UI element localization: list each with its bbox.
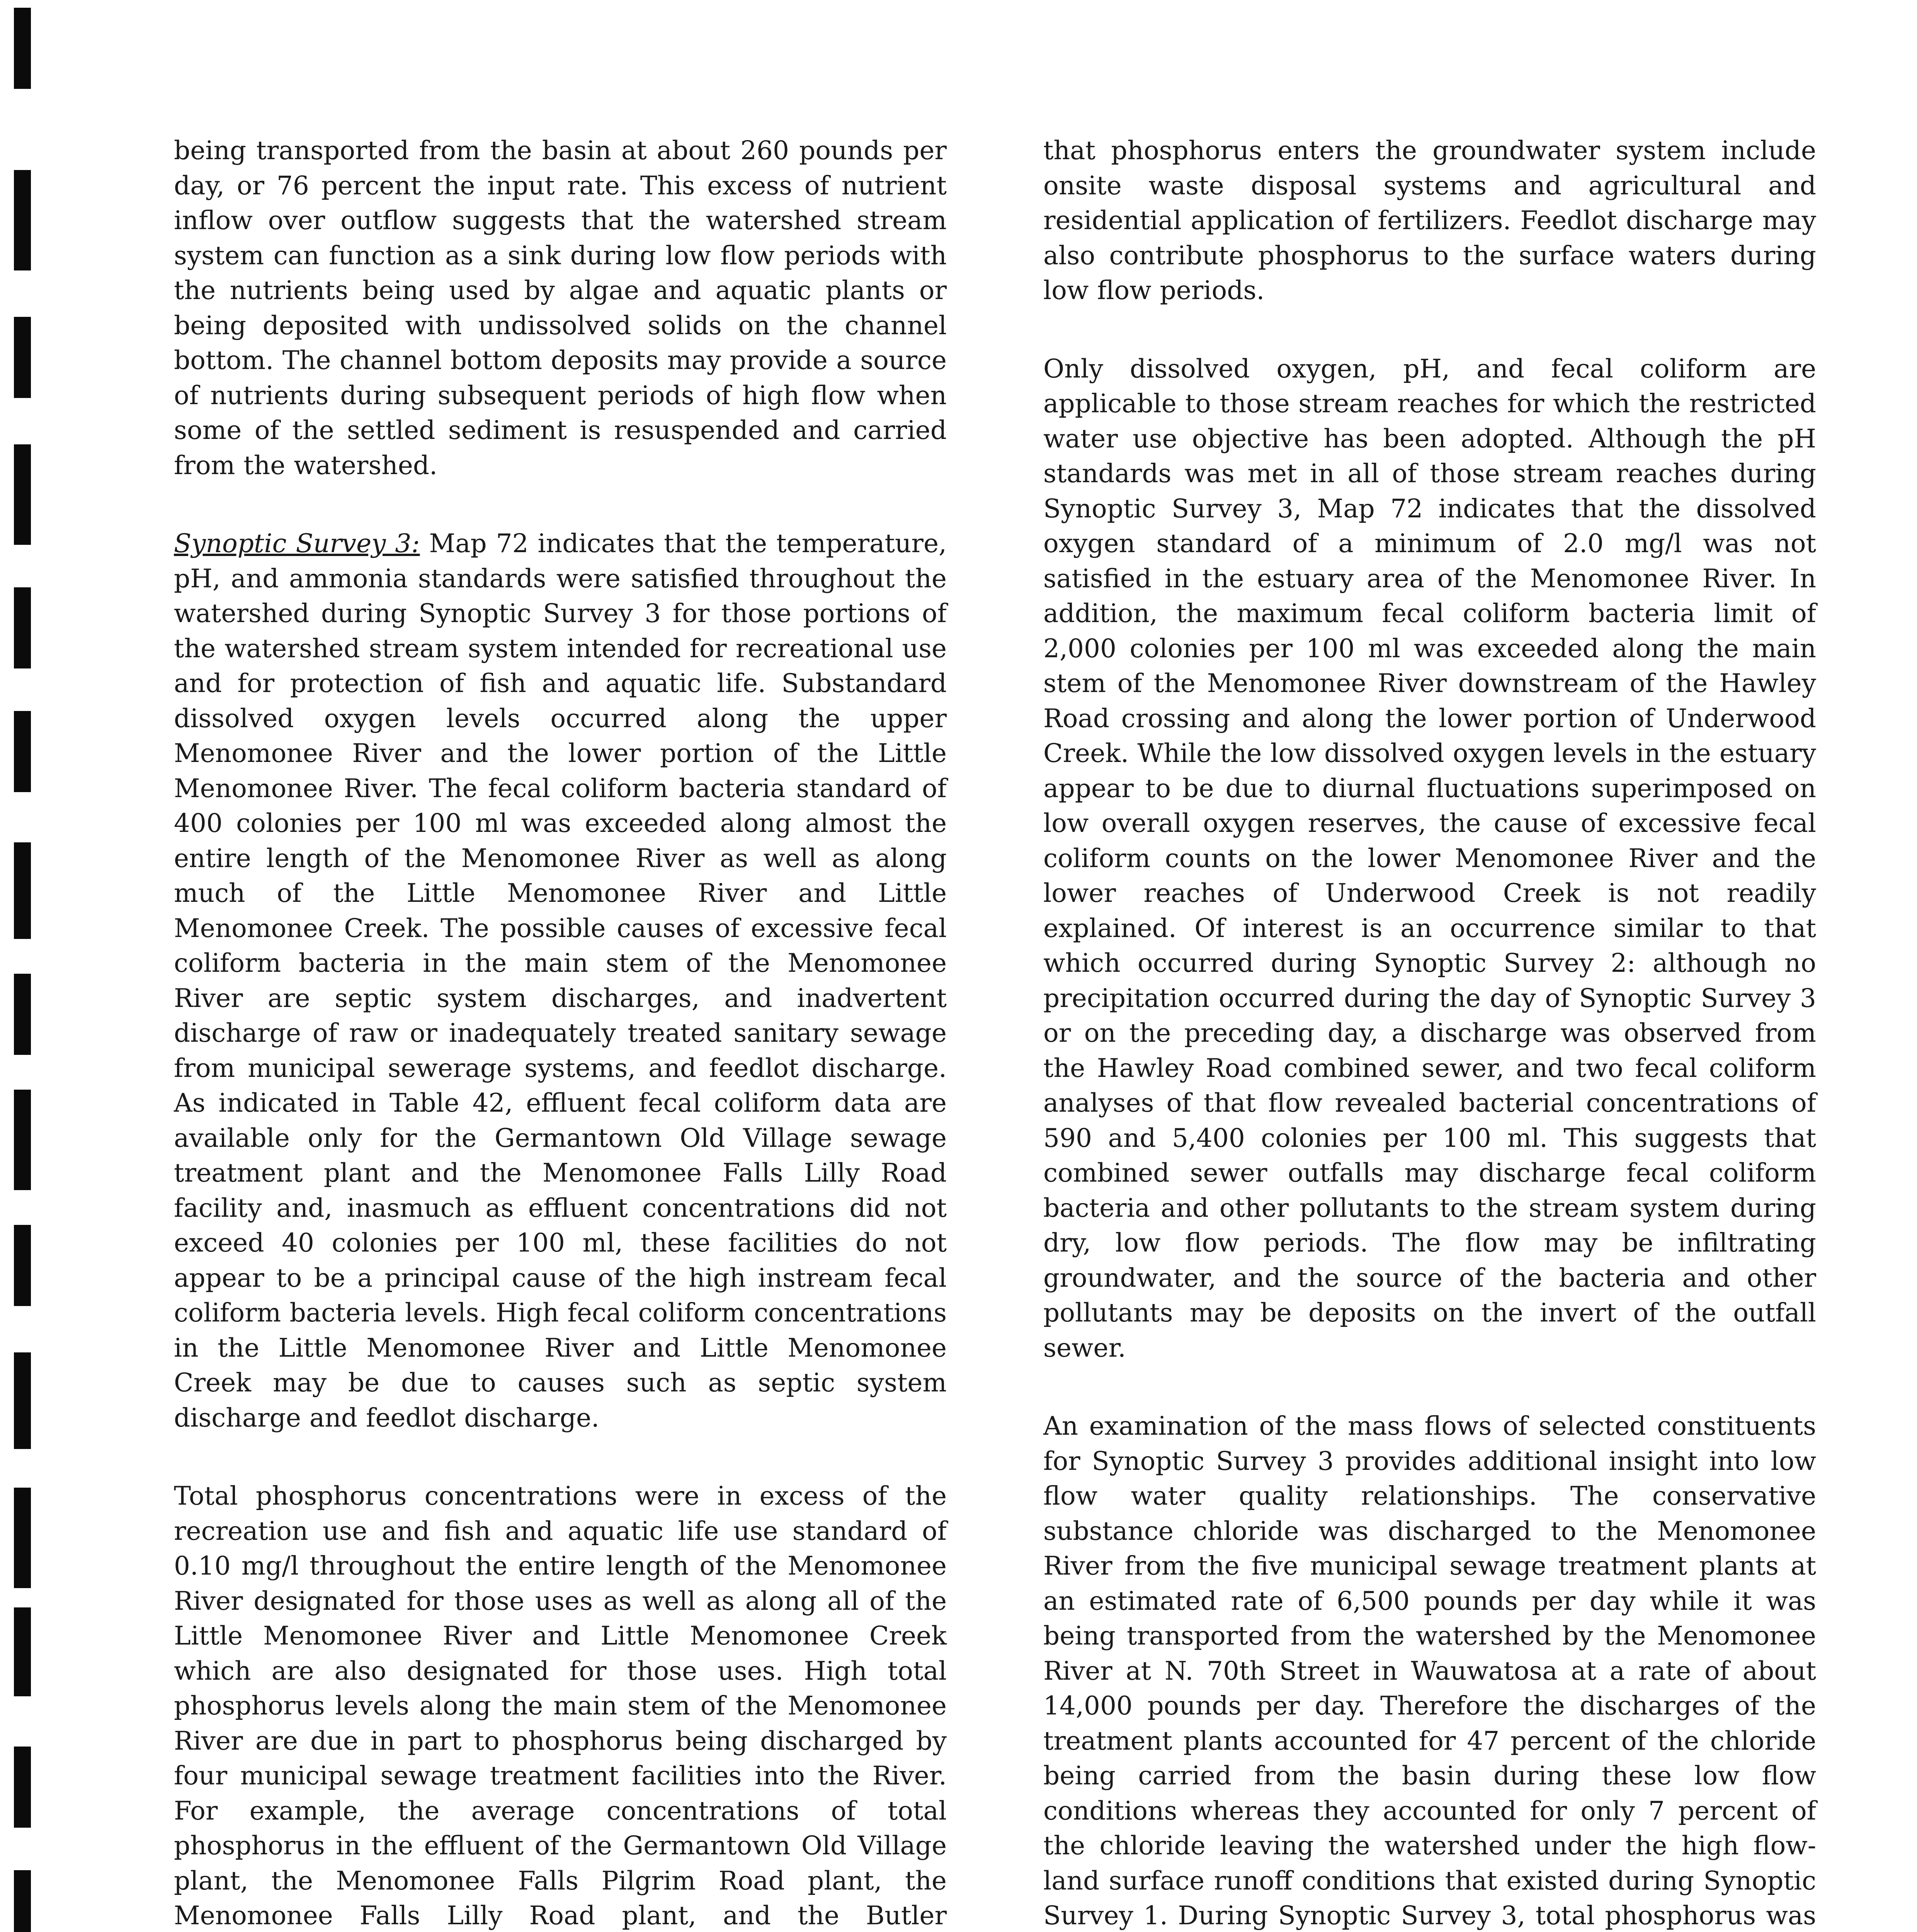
section-lead-synoptic-survey-3: Synoptic Survey 3: bbox=[174, 529, 420, 558]
paragraph-groundwater-phosphorus: that phosphorus enters the groundwater system include onsite waste disposal systems and agricultural and residential application of fertilizers. Feedlot discharge may also contribute phosphorus to the surface waters during low flow periods. bbox=[1043, 136, 1816, 305]
left-column bbox=[174, 133, 947, 1932]
paragraph-synoptic-survey-3 bbox=[174, 526, 947, 1435]
paragraph-mass-flows: An examination of the mass flows of selected constituents for Synoptic Survey 3 provides additional insight into low flow water quality relationships. The conservative substance chloride was discharged to the Menomonee River from the five municipal sewage treatment plants at an estimated rate of 6,500 pounds per day while it was being transported from the watershed by the Menomonee River at N. 70th Street in Wauwatosa at a rate of about 14,000 pounds per day. Therefore the discharges of the treatment plants accounted for 47 percent of the chloride being carried from the basin during these low flow conditions whereas they accounted for only 7 percent of the chloride leaving the watershed under the high flow-land surface runoff conditions that existed during Synoptic Survey 1. During Synoptic Survey 3, total phosphorus was bbox=[1043, 1411, 1816, 1930]
binding-edge-marks bbox=[14, 0, 33, 1932]
right-column bbox=[1043, 133, 1816, 1932]
paragraph-total-phosphorus: Total phosphorus concentrations were in excess of the recreation use and fish and aquatic life use standard of 0.10 mg/l throughout the entire length of the Menomonee River designated for those uses as well as along all of the Little Menomonee River and Little Menomonee Creek which are also designated for those uses. High total phosphorus levels along the main stem of the Menomonee River are due in part to phosphorus being discharged by four municipal sewage treatment facilities into the River. For example, the average concentrations of total phosphorus in the effluent of the Germantown Old Village plant, the Menomonee Falls Pilgrim Road plant, the Menomonee Falls Lilly Road plant, and the Butler bbox=[174, 1481, 947, 1930]
paragraph-nutrient-sink: being transported from the basin at about 260 pounds per day, or 76 percent the input rate. This excess of nutrient inflow over outflow suggests that the watershed stream system can function as a sink during low flow periods with the nutrients being used by algae and aquatic plants or being deposited with undissolved solids on the channel bottom. The channel bottom deposits may provide a source of nutrients during subsequent periods of high flow when some of the settled sediment is resuspended and carried from the watershed. bbox=[174, 136, 947, 480]
paragraph-restricted-water-use: Only dissolved oxygen, pH, and fecal coliform are applicable to those stream reaches for which the restricted water use objective has been adopted. Although the pH standards was met in all of those stream reaches during Synoptic Survey 3, Map 72 indicates that the dissolved oxygen standard of a minimum of 2.0 mg/l was not satisfied in the estuary area of the Menomonee River. In addition, the maximum fecal coliform bacteria limit of 2,000 colonies per 100 ml was exceeded along the main stem of the Menomonee River downstream of the Hawley Road crossing and along the lower portion of Underwood Creek. While the low dissolved oxygen levels in the estuary appear to be due to diurnal fluctuations superimposed on low overall oxygen reserves, the cause of excessive fecal coliform counts on the lower Menomonee River and the lower reaches of Underwood Creek is not readily explained. Of interest is an occurrence similar to that which occurred during Synoptic Survey 2: although no precipitation occurred during the day of Synoptic Survey 3 or on the preceding day, a discharge was observed from the Hawley Road combined sewer, and two fecal coliform analyses of that flow revealed bacterial concentrations of 590 and 5,400 colonies per 100 ml. This suggests that combined sewer outfalls may discharge fecal coliform bacteria and other pollutants to the stream system during dry, low flow periods. The flow may be infiltrating groundwater, and the source of the bacteria and other pollutants may be deposits on the invert of the outfall sewer. bbox=[1043, 354, 1816, 1363]
paragraph-synoptic-survey-3-text: Map 72 indicates that the temperature, pH, and ammonia standards were satisfied throughout the watershed during Synoptic Survey 3 for those portions of the watershed stream system intended for recreational use and for protection of fish and aquatic life. Substandard dissolved oxygen levels occurred along the upper Menomonee River and the lower portion of the Little Menomonee River. The fecal coliform bacteria standard of 400 colonies per 100 ml was exceeded along almost the entire length of the Menomonee River as well as along much of the Little Menomonee River and Little Menomonee Creek. The possible causes of excessive fecal coliform bacteria in the main stem of the Menomonee River are septic system discharges, and inadvertent discharge of raw or inadequately treated sanitary sewage from municipal sewerage systems, and feedlot discharge. As indicated in Table 42, effluent fecal coliform data are available only for the Germantown Old Village sewage treatment plant and the Menomonee Falls Lilly Road facility and, inasmuch as effluent concentrations did not exceed 40 colonies per 100 ml, these facilities do not appear to be a principal cause of the high instream fecal coliform bacteria levels. High fecal coliform concentrations in the Little Menomonee River and Little Menomonee Creek may be due to causes such as septic system discharge and feedlot discharge. bbox=[174, 529, 947, 1433]
